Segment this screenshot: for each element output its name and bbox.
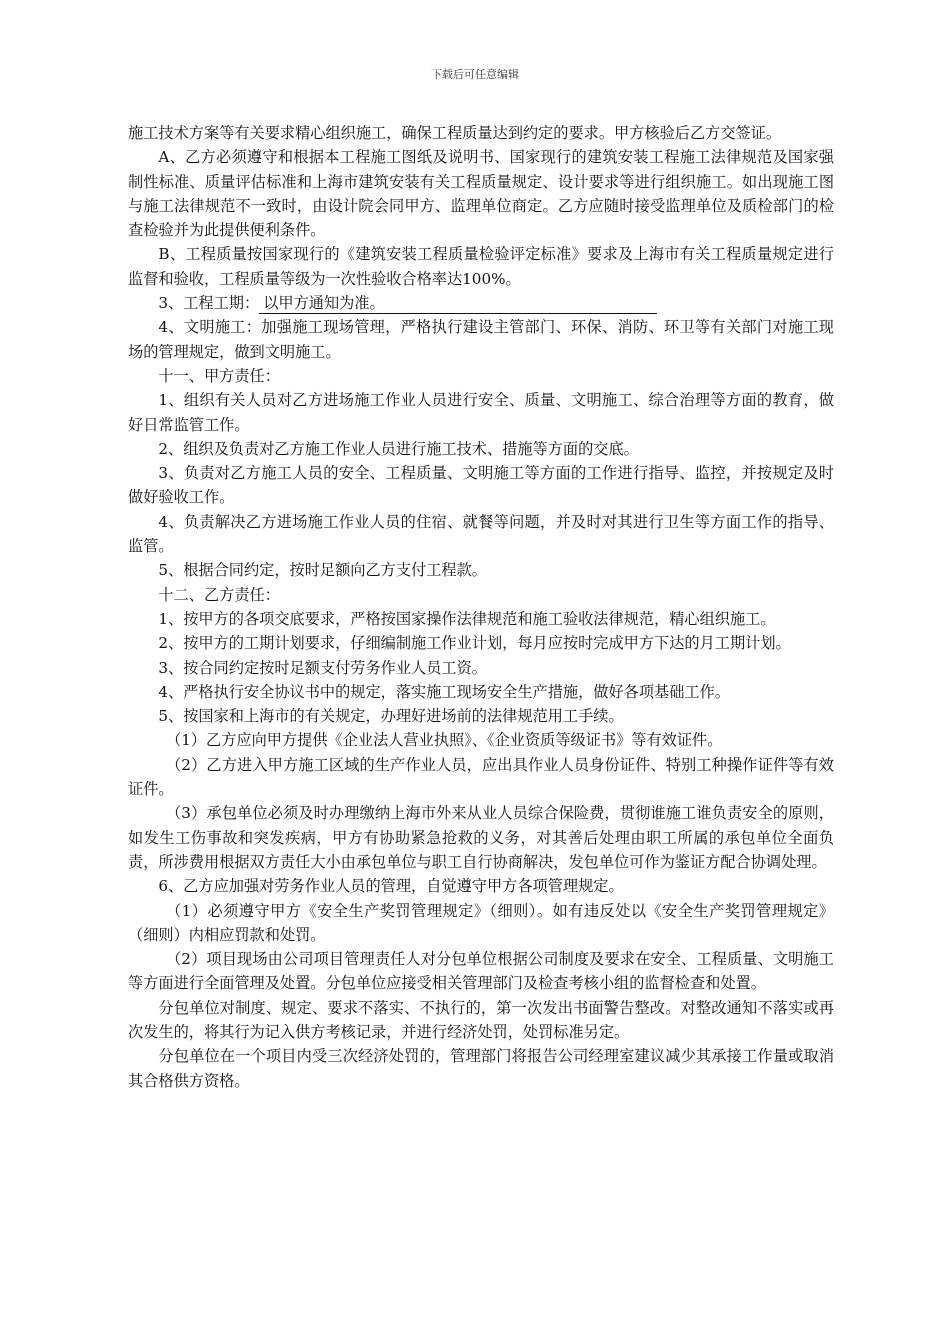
paragraph-civilized-construction: 4、文明施工：加强施工现场管理，严格执行建设主管部门、环保、消防、环卫等有关部门对施工现场的管理规定，做到文明施工。 [128, 318, 834, 361]
paragraph-clause-a: A、乙方必须遵守和根据本工程施工图纸及说明书、国家现行的建筑安装工程施工法律规范及国家强制性标准、质量评估标准和上海市建筑安装有关工程质量规定、设计要求等进行组织施工。如出现施工图与施工法律规范不一致时，由设计院会同甲方、监理单位商定。乙方应随时接受监理单位及质检部门的检查检验并为此提供便利条件。 [128, 148, 834, 240]
party-b-item-5-sub-3: （3）承包单位必须及时办理缴纳上海市外来从业人员综合保险费，贯彻谁施工谁负责安全的原则，如发生工伤事故和突发疾病，甲方有协助紧急抢救的义务，对其善后处理由职工所属的承包单位全面负责，所涉费用根据双方责任大小由承包单位与职工自行协商解决，发包单位可作为鉴证方配合协调处理。 [128, 804, 834, 871]
party-b-item-2: 2、按甲方的工期计划要求，仔细编制施工作业计划，每月应按时完成甲方下达的月工期计划。 [158, 634, 791, 653]
party-b-item-6-sub-1: （1）必须遵守甲方《安全生产奖罚管理规定》（细则）。如有违反处以《安全生产奖罚管理规定》（细则）内相应罚款和处罚。 [128, 901, 834, 944]
party-a-item-1: 1、组织有关人员对乙方进场施工作业人员进行安全、质量、文明施工、综合治理等方面的教育，做好日常监管工作。 [128, 391, 834, 434]
schedule-label: 3、工程工期： [158, 294, 260, 313]
paragraph-clause-b: B、工程质量按国家现行的《建筑安装工程质量检验评定标准》要求及上海市有关工程质量规定进行监督和验收，工程质量等级为一次性验收合格率达100%。 [128, 245, 834, 288]
party-b-item-5-sub-2: （2）乙方进入甲方施工区域的生产作业人员，应出具作业人员身份证件、特别工种操作证件等有效证件。 [128, 755, 834, 799]
paragraph-continuation: 施工技术方案等有关要求精心组织施工，确保工程质量达到约定的要求。甲方核验后乙方交签证。 [128, 124, 782, 142]
party-b-item-5-sub-1: （1）乙方应向甲方提供《企业法人营业执照》、《企业资质等级证书》等有效证件。 [166, 731, 723, 750]
party-b-item-6-sub-2: （2）项目现场由公司项目管理责任人对分包单位根据公司制度及要求在安全、工程质量、文明施工等方面进行全面管理及处置。分包单位应接受相关管理部门及检查考核小组的监督检查和处置。 [128, 950, 834, 993]
section-heading-party-a: 十一、甲方责任： [158, 366, 280, 385]
paragraph-penalty: 分包单位对制度、规定、要求不落实、不执行的，第一次发出书面警告整改。对整改通知不落实或再次发生的，将其行为记入供方考核记录，并进行经济处罚，处罚标准另定。 [128, 998, 834, 1041]
section-heading-party-b: 十二、乙方责任： [158, 585, 280, 604]
party-b-item-4: 4、严格执行安全协议书中的规定，落实施工现场安全生产措施，做好各项基础工作。 [158, 682, 730, 701]
paragraph-disqualification: 分包单位在一个项目内受三次经济处罚的，管理部门将报告公司经理室建议减少其承接工作量或取消其合格供方资格。 [128, 1047, 834, 1090]
party-a-item-4: 4、负责解决乙方进场施工作业人员的住宿、就餐等问题，并及时对其进行卫生等方面工作的指导、监管。 [128, 512, 834, 556]
party-a-item-2: 2、组织及负责对乙方施工作业人员进行施工技术、措施等方面的交底。 [158, 439, 639, 458]
party-a-item-3: 3、负责对乙方施工人员的安全、工程质量、文明施工等方面的工作进行指导、监控，并按规定及时做好验收工作。 [128, 464, 834, 507]
party-b-item-3: 3、按合同约定按时足额支付劳务作业人员工资。 [158, 658, 487, 677]
schedule-value: 以甲方通知为准。 [259, 293, 657, 314]
party-b-item-1: 1、按甲方的各项交底要求，严格按国家操作法律规范和施工验收法律规范，精心组织施工。 [158, 609, 776, 628]
party-a-item-5: 5、根据合同约定，按时足额向乙方支付工程款。 [158, 561, 487, 580]
paragraph-schedule [128, 291, 834, 315]
party-b-item-6: 6、乙方应加强对劳务作业人员的管理，自觉遵守甲方各项管理规定。 [158, 877, 624, 896]
page-header: 下载后可任意编辑 [431, 68, 519, 81]
party-b-item-5: 5、按国家和上海市的有关规定，办理好进场前的法律规范用工手续。 [158, 707, 624, 726]
document-body [128, 121, 834, 1093]
